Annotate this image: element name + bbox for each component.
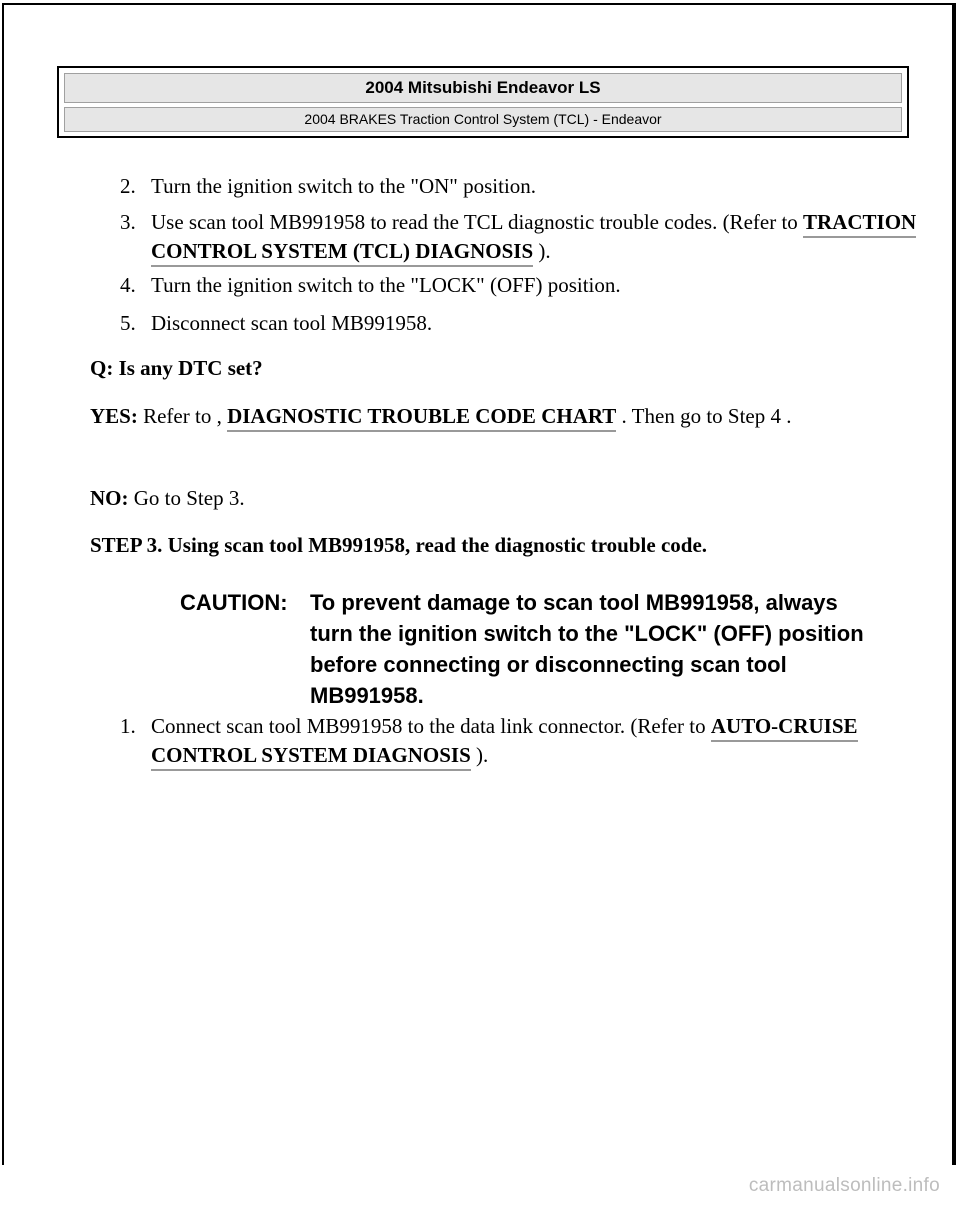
- header-title: 2004 Mitsubishi Endeavor LS: [64, 73, 902, 103]
- step-text: Turn the ignition switch to the "LOCK" (OFF) position.: [151, 273, 621, 297]
- no-label: NO:: [90, 486, 129, 510]
- caution-label: CAUTION:: [180, 590, 288, 615]
- step-text-before: Connect scan tool MB991958 to the data link connector. (Refer to: [151, 714, 711, 738]
- header-subtitle: 2004 BRAKES Traction Control System (TCL) - Endeavor: [64, 107, 902, 132]
- question-text: Q: Is any DTC set?: [90, 356, 263, 380]
- step-text: Disconnect scan tool MB991958.: [151, 311, 433, 335]
- step-number: 2.: [120, 174, 136, 198]
- caution-text: To prevent damage to scan tool MB991958, always turn the ignition switch to the "LOCK" (OFF) position before connecting or disconnecting scan tool MB991958.: [310, 590, 864, 708]
- step-text: [151, 208, 931, 266]
- yes-answer: [90, 402, 870, 431]
- step-text: [151, 712, 941, 770]
- step-text-after: ).: [470, 743, 489, 767]
- step-number: 1.: [120, 714, 136, 738]
- watermark: carmanualsonline.info: [748, 1175, 940, 1196]
- no-text: Go to Step 3.: [128, 486, 245, 510]
- step-text: Turn the ignition switch to the "ON" position.: [151, 174, 537, 198]
- step-number: 4.: [120, 273, 136, 297]
- step-number: 5.: [120, 311, 136, 335]
- yes-label: YES:: [90, 404, 138, 428]
- step-number: 3.: [120, 210, 136, 234]
- document-header: [57, 66, 909, 138]
- yes-text-before: Refer to ,: [137, 404, 228, 428]
- no-answer: [90, 484, 890, 513]
- step-text-before: Use scan tool MB991958 to read the TCL diagnostic trouble codes. (Refer to: [151, 210, 798, 234]
- link-auto-cruise-diagnosis[interactable]: AUTO-CRUISE CONTROL SYSTEM DIAGNOSIS: [151, 714, 858, 771]
- step-text-after: ).: [533, 239, 551, 263]
- link-tcl-diagnosis[interactable]: TRACTION CONTROL SYSTEM (TCL) DIAGNOSIS: [151, 210, 916, 267]
- link-dtc-chart[interactable]: DIAGNOSTIC TROUBLE CODE CHART: [227, 404, 616, 432]
- yes-text-after: . Then go to Step 4 .: [616, 404, 792, 428]
- step3-heading: STEP 3. Using scan tool MB991958, read the diagnostic trouble code.: [90, 533, 708, 557]
